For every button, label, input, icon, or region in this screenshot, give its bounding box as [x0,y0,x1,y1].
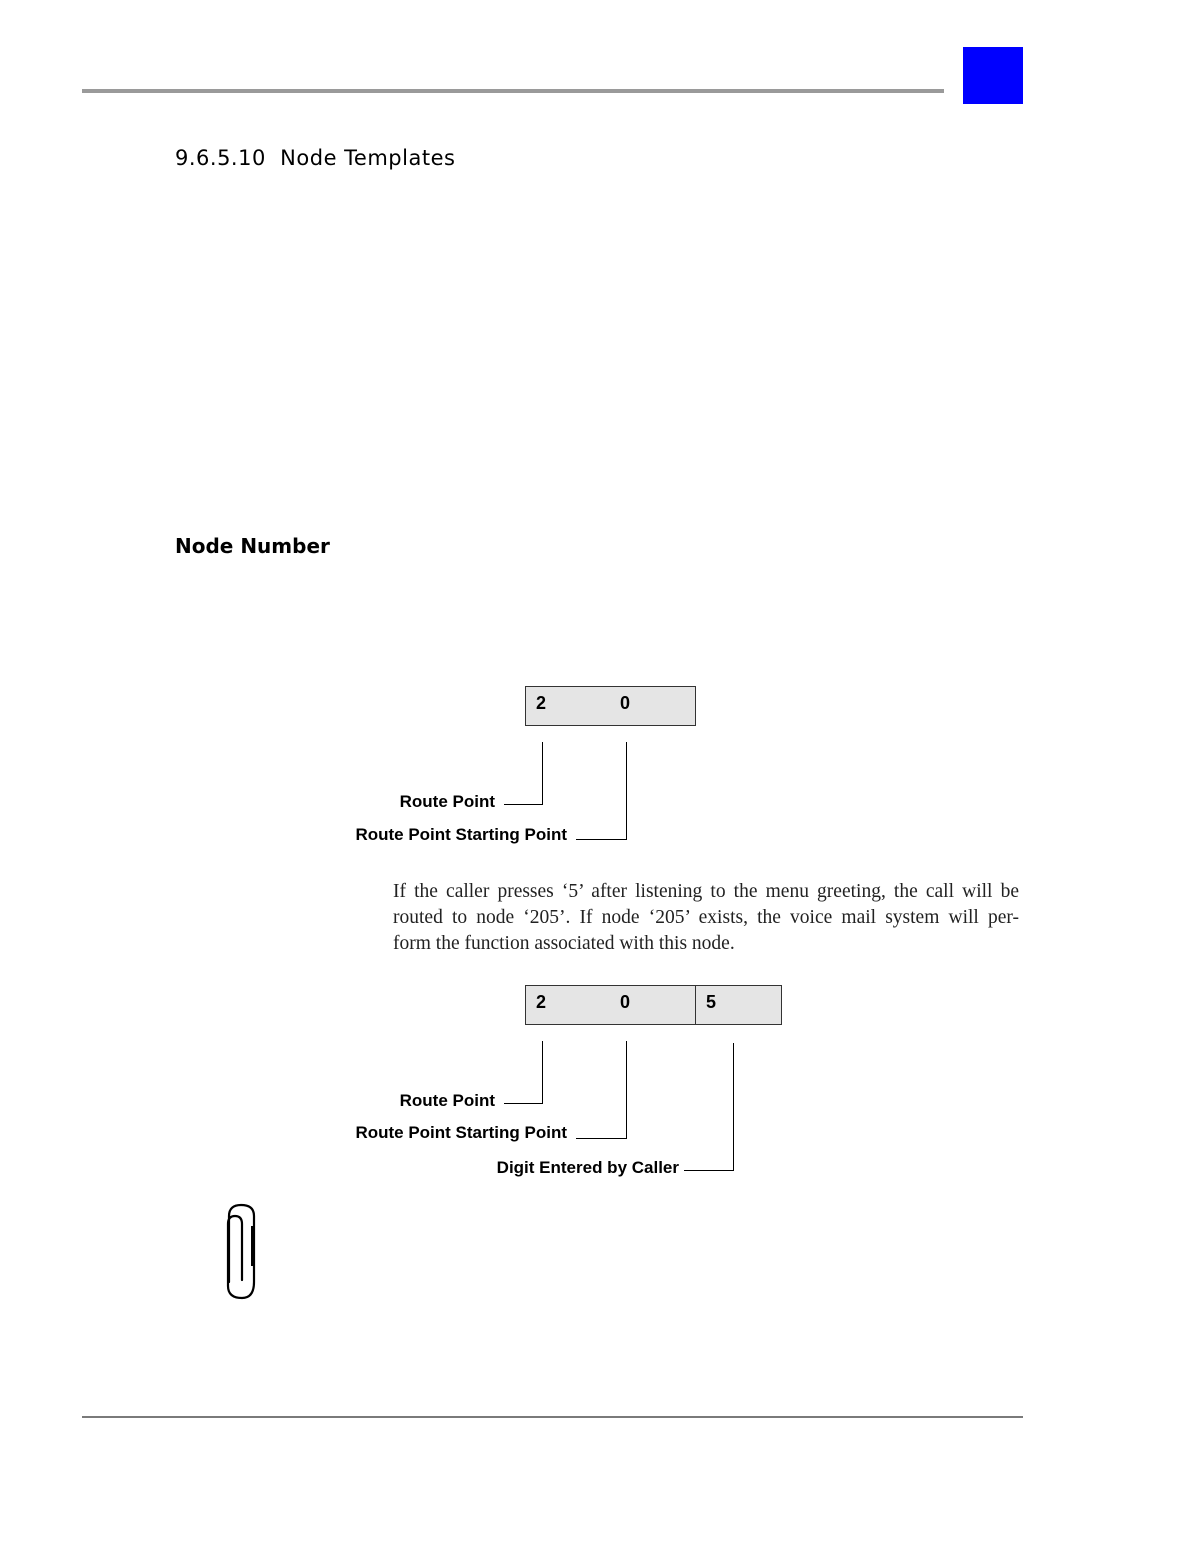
digit-box-caller-digit: 5 [696,985,782,1025]
paragraph-line: routed to node ‘205’. If node ‘205’ exists, the voice mail system will per- [393,907,1019,928]
callout-line [576,839,627,840]
callout-line [504,1103,543,1104]
label-route-point-starting-point: Route Point Starting Point [355,1123,567,1142]
paperclip-icon [222,1202,262,1302]
header-rule [82,89,944,93]
section-heading: 9.6.5.10 Node Templates [175,146,456,170]
callout-line [504,804,543,805]
digit-box-route-point: 2 [525,985,611,1025]
label-route-point: Route Point [399,1091,495,1110]
footer-rule [82,1416,1023,1418]
callout-line [626,742,627,839]
callout-line [542,742,543,804]
chapter-tab [963,47,1023,104]
node-number-heading: Node Number [175,534,330,558]
callout-line [542,1041,543,1103]
paragraph-line: If the caller presses ‘5’ after listening to the menu greeting, the call will be [393,881,1019,902]
callout-line [576,1138,627,1139]
label-digit-entered-by-caller: Digit Entered by Caller [496,1158,679,1177]
paragraph-line: form the function associated with this node. [393,933,735,954]
digit-box-starting-point: 0 [610,686,696,726]
callout-line [684,1170,734,1171]
callout-line [733,1043,734,1170]
callout-line [626,1041,627,1138]
label-route-point: Route Point [399,792,495,811]
body-paragraph [393,879,1019,957]
digit-box-route-point: 2 [525,686,611,726]
digit-box-starting-point: 0 [610,985,696,1025]
label-route-point-starting-point: Route Point Starting Point [355,825,567,844]
